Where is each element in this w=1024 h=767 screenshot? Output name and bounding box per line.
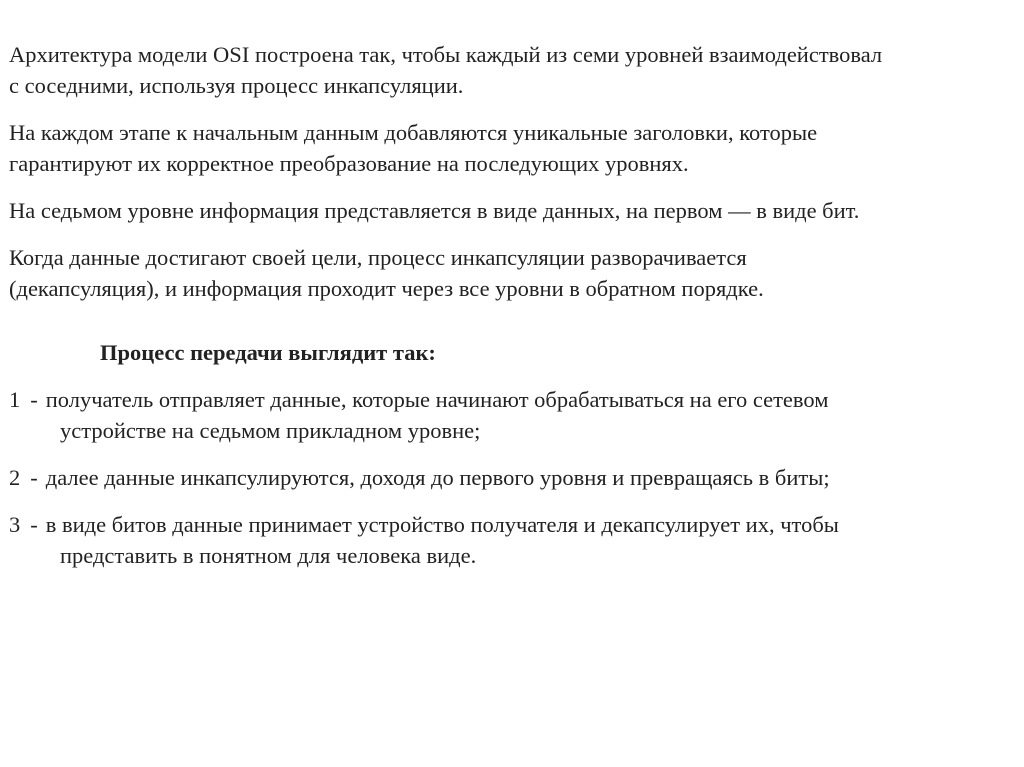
list-number: 2: [9, 465, 21, 490]
list-text: в виде битов данные принимает устройство получателя и декапсулирует их, чтобы: [45, 512, 839, 537]
list-item: [9, 384, 1014, 446]
list-number: 1: [9, 387, 21, 412]
list-text-continuation: устройстве на седьмом прикладном уровне;: [60, 418, 481, 443]
list-dash: -: [30, 387, 38, 412]
text-line: На каждом этапе к начальным данным добавляются уникальные заголовки, которые: [9, 120, 818, 145]
list-number: 3: [9, 512, 21, 537]
list-dash: -: [30, 465, 38, 490]
section-heading: Процесс передачи выглядит так:: [100, 340, 436, 365]
paragraph-osi-architecture: [9, 39, 1014, 101]
list-text: далее данные инкапсулируются, доходя до первого уровня и превращаясь в биты;: [45, 465, 830, 490]
list-item: [9, 509, 1014, 571]
list-text-continuation: представить в понятном для человека виде.: [60, 543, 477, 568]
text-line: Архитектура модели OSI построена так, чтобы каждый из семи уровней взаимодействовал: [9, 42, 883, 67]
list-dash: -: [30, 512, 38, 537]
list-text: получатель отправляет данные, которые начинают обрабатываться на его сетевом: [45, 387, 829, 412]
paragraph-decapsulation: [9, 242, 1014, 304]
text-line: с соседними, используя процесс инкапсуляции.: [9, 73, 464, 98]
paragraph-headers: [9, 117, 1014, 179]
list-item: [9, 462, 1014, 493]
text-line: (декапсуляция), и информация проходит через все уровни в обратном порядке.: [9, 276, 764, 301]
text-line: Когда данные достигают своей цели, процесс инкапсуляции разворачивается: [9, 245, 747, 270]
paragraph-levels: [9, 195, 1014, 226]
text-line: На седьмом уровне информация представляется в виде данных, на первом — в виде бит.: [9, 198, 860, 223]
text-line: гарантируют их корректное преобразование на последующих уровнях.: [9, 151, 689, 176]
